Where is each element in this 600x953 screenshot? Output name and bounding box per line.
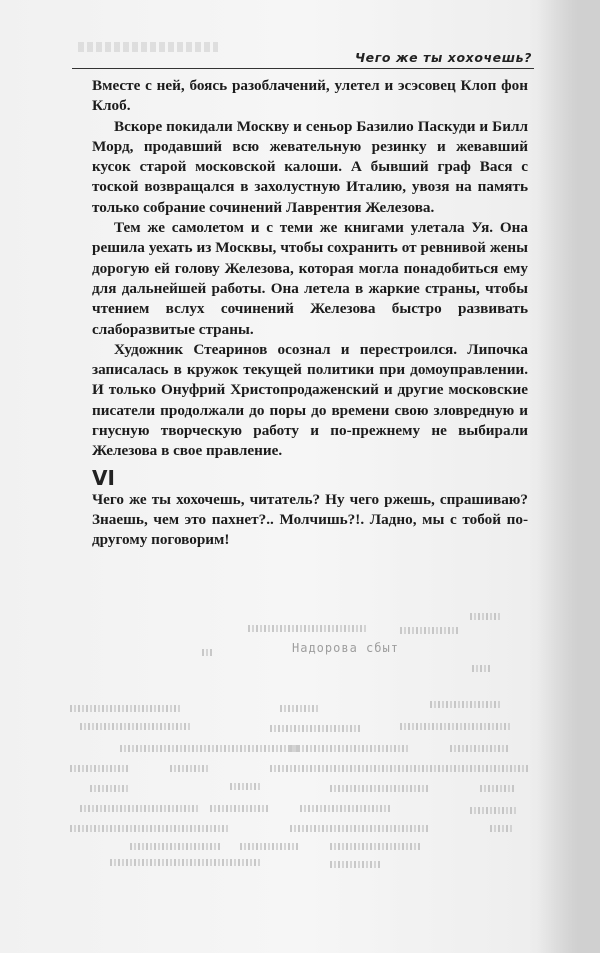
faded-line — [280, 705, 320, 712]
paragraph-2: Вскоре покидали Москву и сеньор Базилио Паскуди и Билл Морд, продавший всю жевательную резинку и жевавший кусок старой московской калоши. А бывший граф Вася с тоской возвращался в захолустную Италию, увозя на память только собрание сочинений Лаврентия Железова. — [92, 117, 528, 216]
faded-line — [330, 861, 380, 868]
faded-line — [400, 627, 460, 634]
faded-line — [330, 843, 420, 850]
faded-line — [70, 705, 180, 712]
faded-line — [130, 843, 220, 850]
faded-line — [470, 807, 516, 814]
faded-line — [290, 825, 430, 832]
faded-line — [248, 625, 368, 632]
faded-print-area — [70, 605, 530, 885]
faded-line — [480, 785, 516, 792]
faded-line — [70, 825, 230, 832]
faded-line — [70, 765, 130, 772]
running-head: Чего же ты хохочешь? — [354, 50, 532, 65]
faded-line — [430, 701, 500, 708]
page-edge-shadow — [538, 0, 600, 953]
paragraph-3: Тем же самолетом и с теми же книгами улетала Уя. Она решила уехать из Москвы, чтобы сохранить от ревнивой жены дорогую ей голову Железова, которая могла понадобиться ему для дальнейшей работы. Она летела в жаркие страны, чтобы чтением вслух сочинений Железова быстро развивать слаборазвитые страны. — [92, 219, 528, 338]
chapter-heading: VI — [92, 465, 115, 490]
faded-line — [230, 783, 260, 790]
body-text — [92, 76, 528, 551]
faded-line — [90, 785, 130, 792]
faded-line — [240, 843, 300, 850]
faded-line — [490, 825, 514, 832]
paragraph-1: Вместе с ней, боясь разоблачений, улетел и эсэсовец Клоп фон Клоб. — [92, 77, 528, 115]
faded-line — [300, 805, 390, 812]
faded-line — [470, 613, 500, 620]
header-rule — [72, 68, 534, 69]
faded-line — [270, 765, 530, 772]
faded-line — [472, 665, 492, 672]
faded-line — [80, 805, 200, 812]
faded-line — [290, 745, 410, 752]
faded-word: Надорова сбыт — [292, 641, 399, 655]
faded-line — [110, 859, 260, 866]
faded-line — [202, 649, 214, 656]
faded-line — [270, 725, 360, 732]
chapter-text: Чего же ты хохочешь, читатель? Ну чего ржешь, спрашиваю? Знаешь, чем это пахнет?.. Молчишь?!. Ладно, мы с тобой по-другому поговорим! — [92, 490, 528, 549]
faded-line — [400, 723, 510, 730]
faded-line — [330, 785, 430, 792]
paragraph-4: Художник Стеаринов осознал и перестроился. Липочка записалась в кружок текущей политики при домоуправлении. И только Онуфрий Христопродаженский и другие московские писатели продолжали до поры до времени свою зловредную и гнусную творческую работу и по-прежнему не выбирали Железова в свое правление. — [92, 340, 528, 460]
faded-line — [120, 745, 300, 752]
faded-line — [170, 765, 210, 772]
faded-line — [450, 745, 510, 752]
bleed-through-text — [78, 42, 218, 52]
faded-line — [210, 805, 270, 812]
faded-line — [80, 723, 190, 730]
